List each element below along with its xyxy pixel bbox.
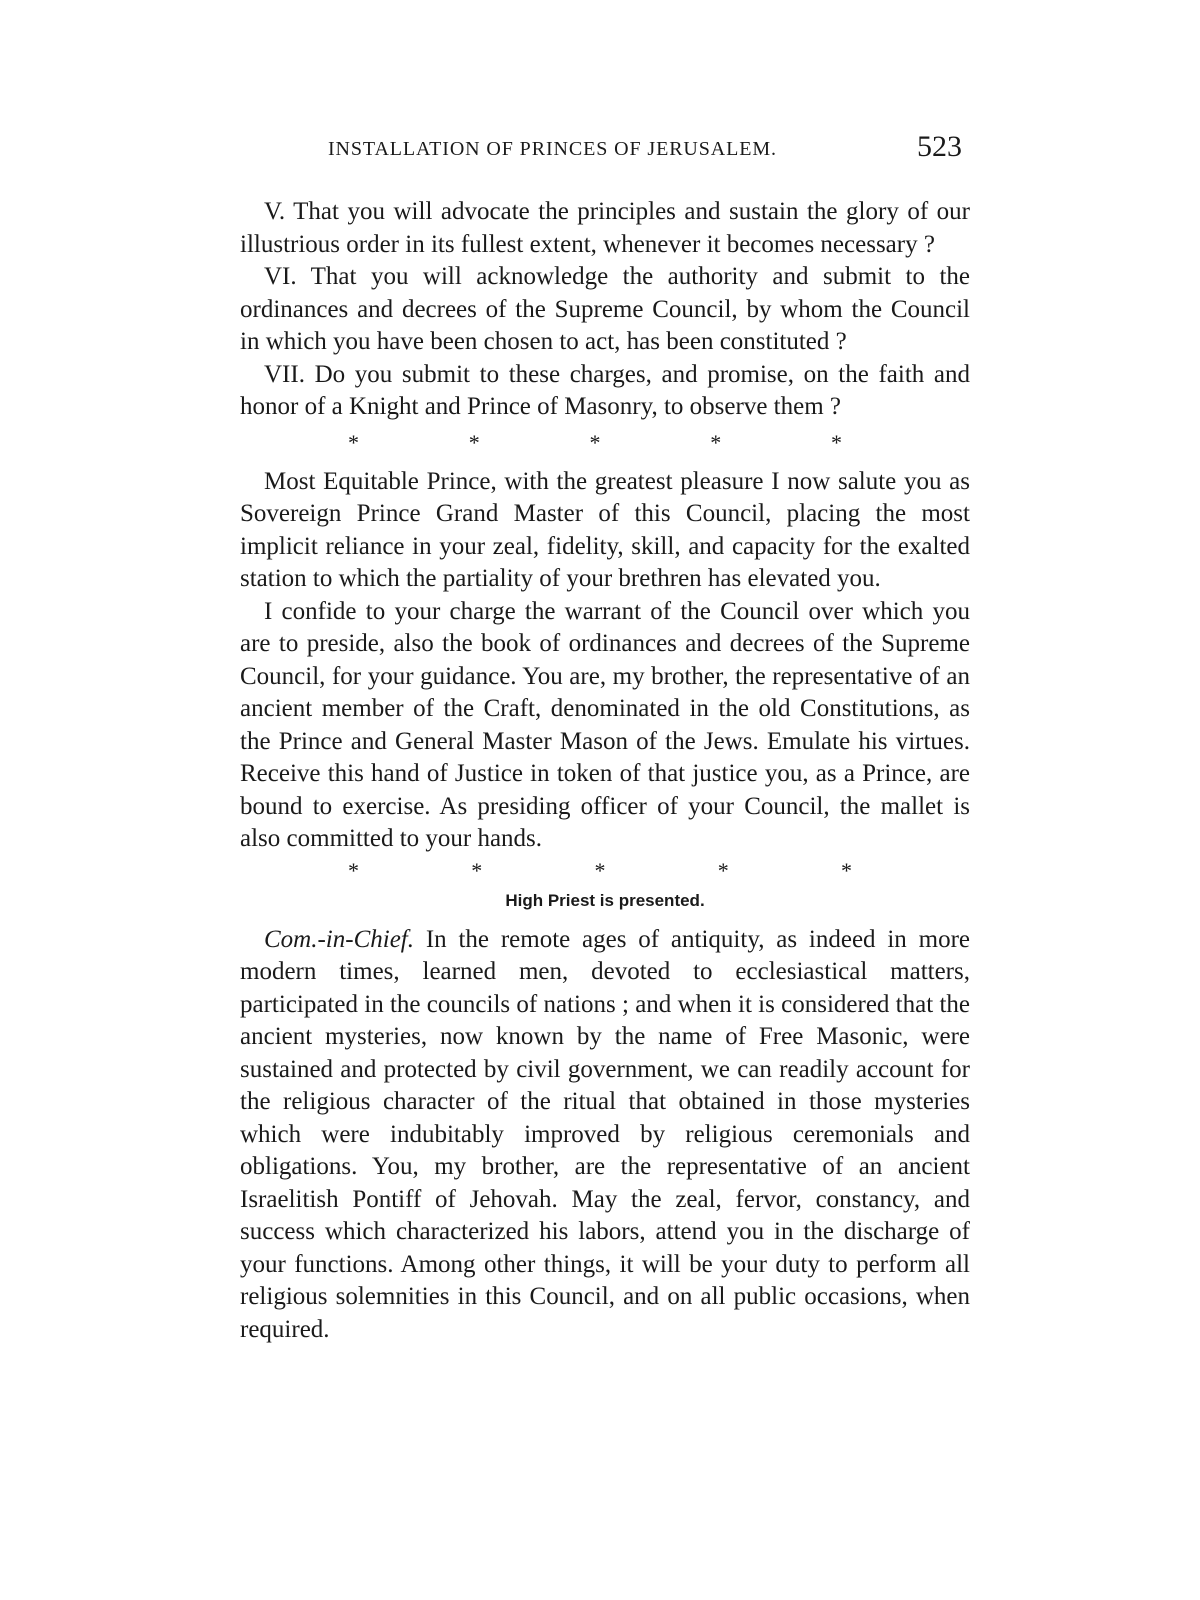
asterisk: * [594, 857, 606, 883]
high-priest-charge-paragraph [240, 924, 970, 1347]
asterisk: * [589, 429, 601, 455]
page-body [240, 196, 970, 1346]
asterisk-separator-1 [240, 426, 970, 460]
asterisk: * [348, 429, 359, 455]
charge-vi-paragraph: VI. That you will acknowledge the authority and submit to the ordinances and decrees of the Supreme Council, by whom the Council in which you have been chosen to act, has been constituted ? [240, 263, 970, 355]
warrant-paragraph: I confide to your charge the warrant of the Council over which you are to preside, also the book of ordinances and decrees of the Supreme Council, for your guidance. You are, my brother, the representative of an ancient member of the Craft, denominated in the old Constitutions, as the Prince and General Master Mason of the Jews. Emulate his virtues. Receive this hand of Justice in token of that justice you, as a Prince, are bound to exercise. As presiding officer of your Council, the mallet is also committed to your hands. [240, 597, 970, 852]
asterisk-separator-2 [240, 856, 970, 886]
speaker-label: Com.-in-Chief. [264, 925, 414, 953]
page-number: 523 [917, 130, 962, 163]
charge-v-paragraph: V. That you will advocate the principles and sustain the glory of our illustrious order in its fullest extent, whenever it becomes necessary ? [240, 198, 970, 258]
high-priest-charge-text: In the remote ages of antiquity, as indeed in more modern times, learned men, devoted to ecclesiastical matters, participated in the councils of nations ; and when it is considered that the ancient mysteries, now known by the name of Free Masonic, were sustained and protected by civil government, we can readily account for the religious character of the ritual that obtained in those mysteries which were indubitably improved by religious ceremonials and obligations. You, my brother, are the representative of an ancient Israelitish Pontiff of Jehovah. May the zeal, fervor, constancy, and success which characterized his labors, attend you in the discharge of your functions. Among other things, it will be your duty to perform all religious solemnities in this Council, and on all public occasions, when required. [240, 925, 970, 1343]
asterisk: * [468, 429, 480, 455]
page-header [240, 128, 970, 172]
running-head: INSTALLATION OF PRINCES OF JERUSALEM. [328, 138, 777, 160]
asterisk: * [710, 429, 722, 455]
charge-vii-paragraph: VII. Do you submit to these charges, and promise, on the faith and honor of a Knight and Prince of Masonry, to observe them ? [240, 360, 970, 420]
stage-direction: High Priest is presented. [505, 890, 705, 910]
asterisk: * [841, 857, 852, 883]
asterisk: * [348, 857, 359, 883]
asterisk: * [471, 857, 483, 883]
salutation-paragraph: Most Equitable Prince, with the greatest pleasure I now salute you as Sovereign Prince Grand Master of this Council, placing the most implicit reliance in your zeal, fidelity, skill, and capacity for the exalted station to which the partiality of your brethren has elevated you. [240, 467, 970, 592]
asterisk: * [831, 429, 842, 455]
asterisk: * [717, 857, 729, 883]
